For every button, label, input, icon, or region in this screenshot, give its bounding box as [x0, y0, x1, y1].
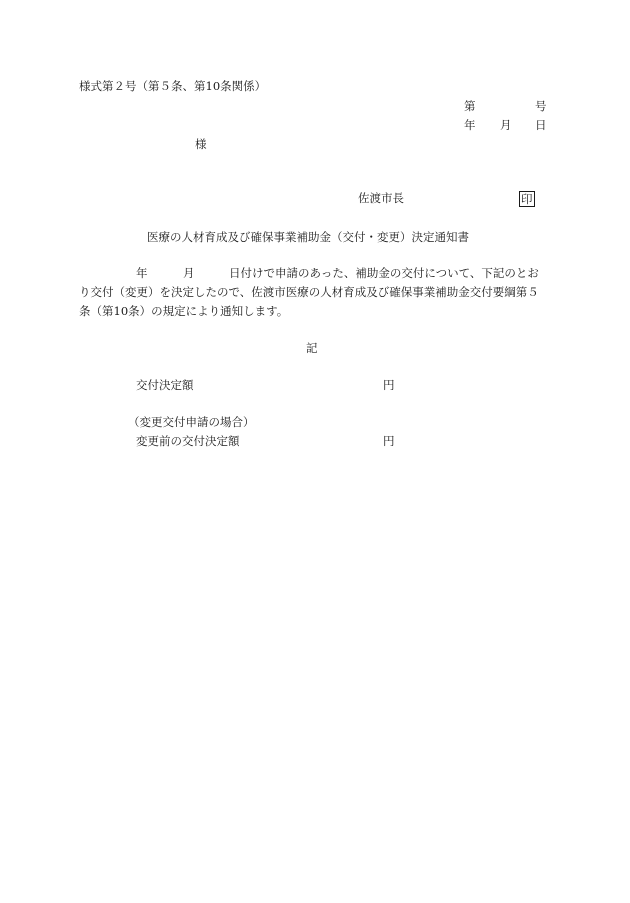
body-line-3: 条（第10条）の規定により通知します。 [79, 304, 289, 318]
body-line-1: 日付けで申請のあった、補助金の交付について、下記のとお [229, 266, 539, 280]
date-day: 日 [535, 118, 547, 132]
ki-heading: 記 [306, 341, 318, 355]
body-month-label: 月 [183, 266, 195, 280]
date-year: 年 [464, 118, 476, 132]
document-title: 医療の人材育成及び確保事業補助金（交付・変更）決定通知書 [147, 230, 469, 244]
body-year-label: 年 [136, 266, 148, 280]
addressee-honorific: 様 [195, 137, 207, 151]
prev-amount-label: 変更前の交付決定額 [136, 434, 240, 448]
seal-icon: 印 [521, 192, 533, 206]
form-header: 様式第２号（第５条、第10条関係） [79, 79, 267, 93]
doc-number-go: 号 [535, 99, 547, 113]
seal-mark [519, 191, 535, 207]
body-line-2: り交付（変更）を決定したので、佐渡市医療の人材育成及び確保事業補助金交付要綱第５ [79, 285, 539, 299]
date-month: 月 [500, 118, 512, 132]
change-note: （変更交付申請の場合） [128, 415, 255, 429]
prev-amount-unit: 円 [383, 434, 395, 448]
grant-amount-label: 交付決定額 [136, 378, 194, 392]
grant-amount-unit: 円 [383, 378, 395, 392]
issuer-title: 佐渡市長 [358, 191, 404, 205]
doc-number-dai: 第 [464, 99, 476, 113]
